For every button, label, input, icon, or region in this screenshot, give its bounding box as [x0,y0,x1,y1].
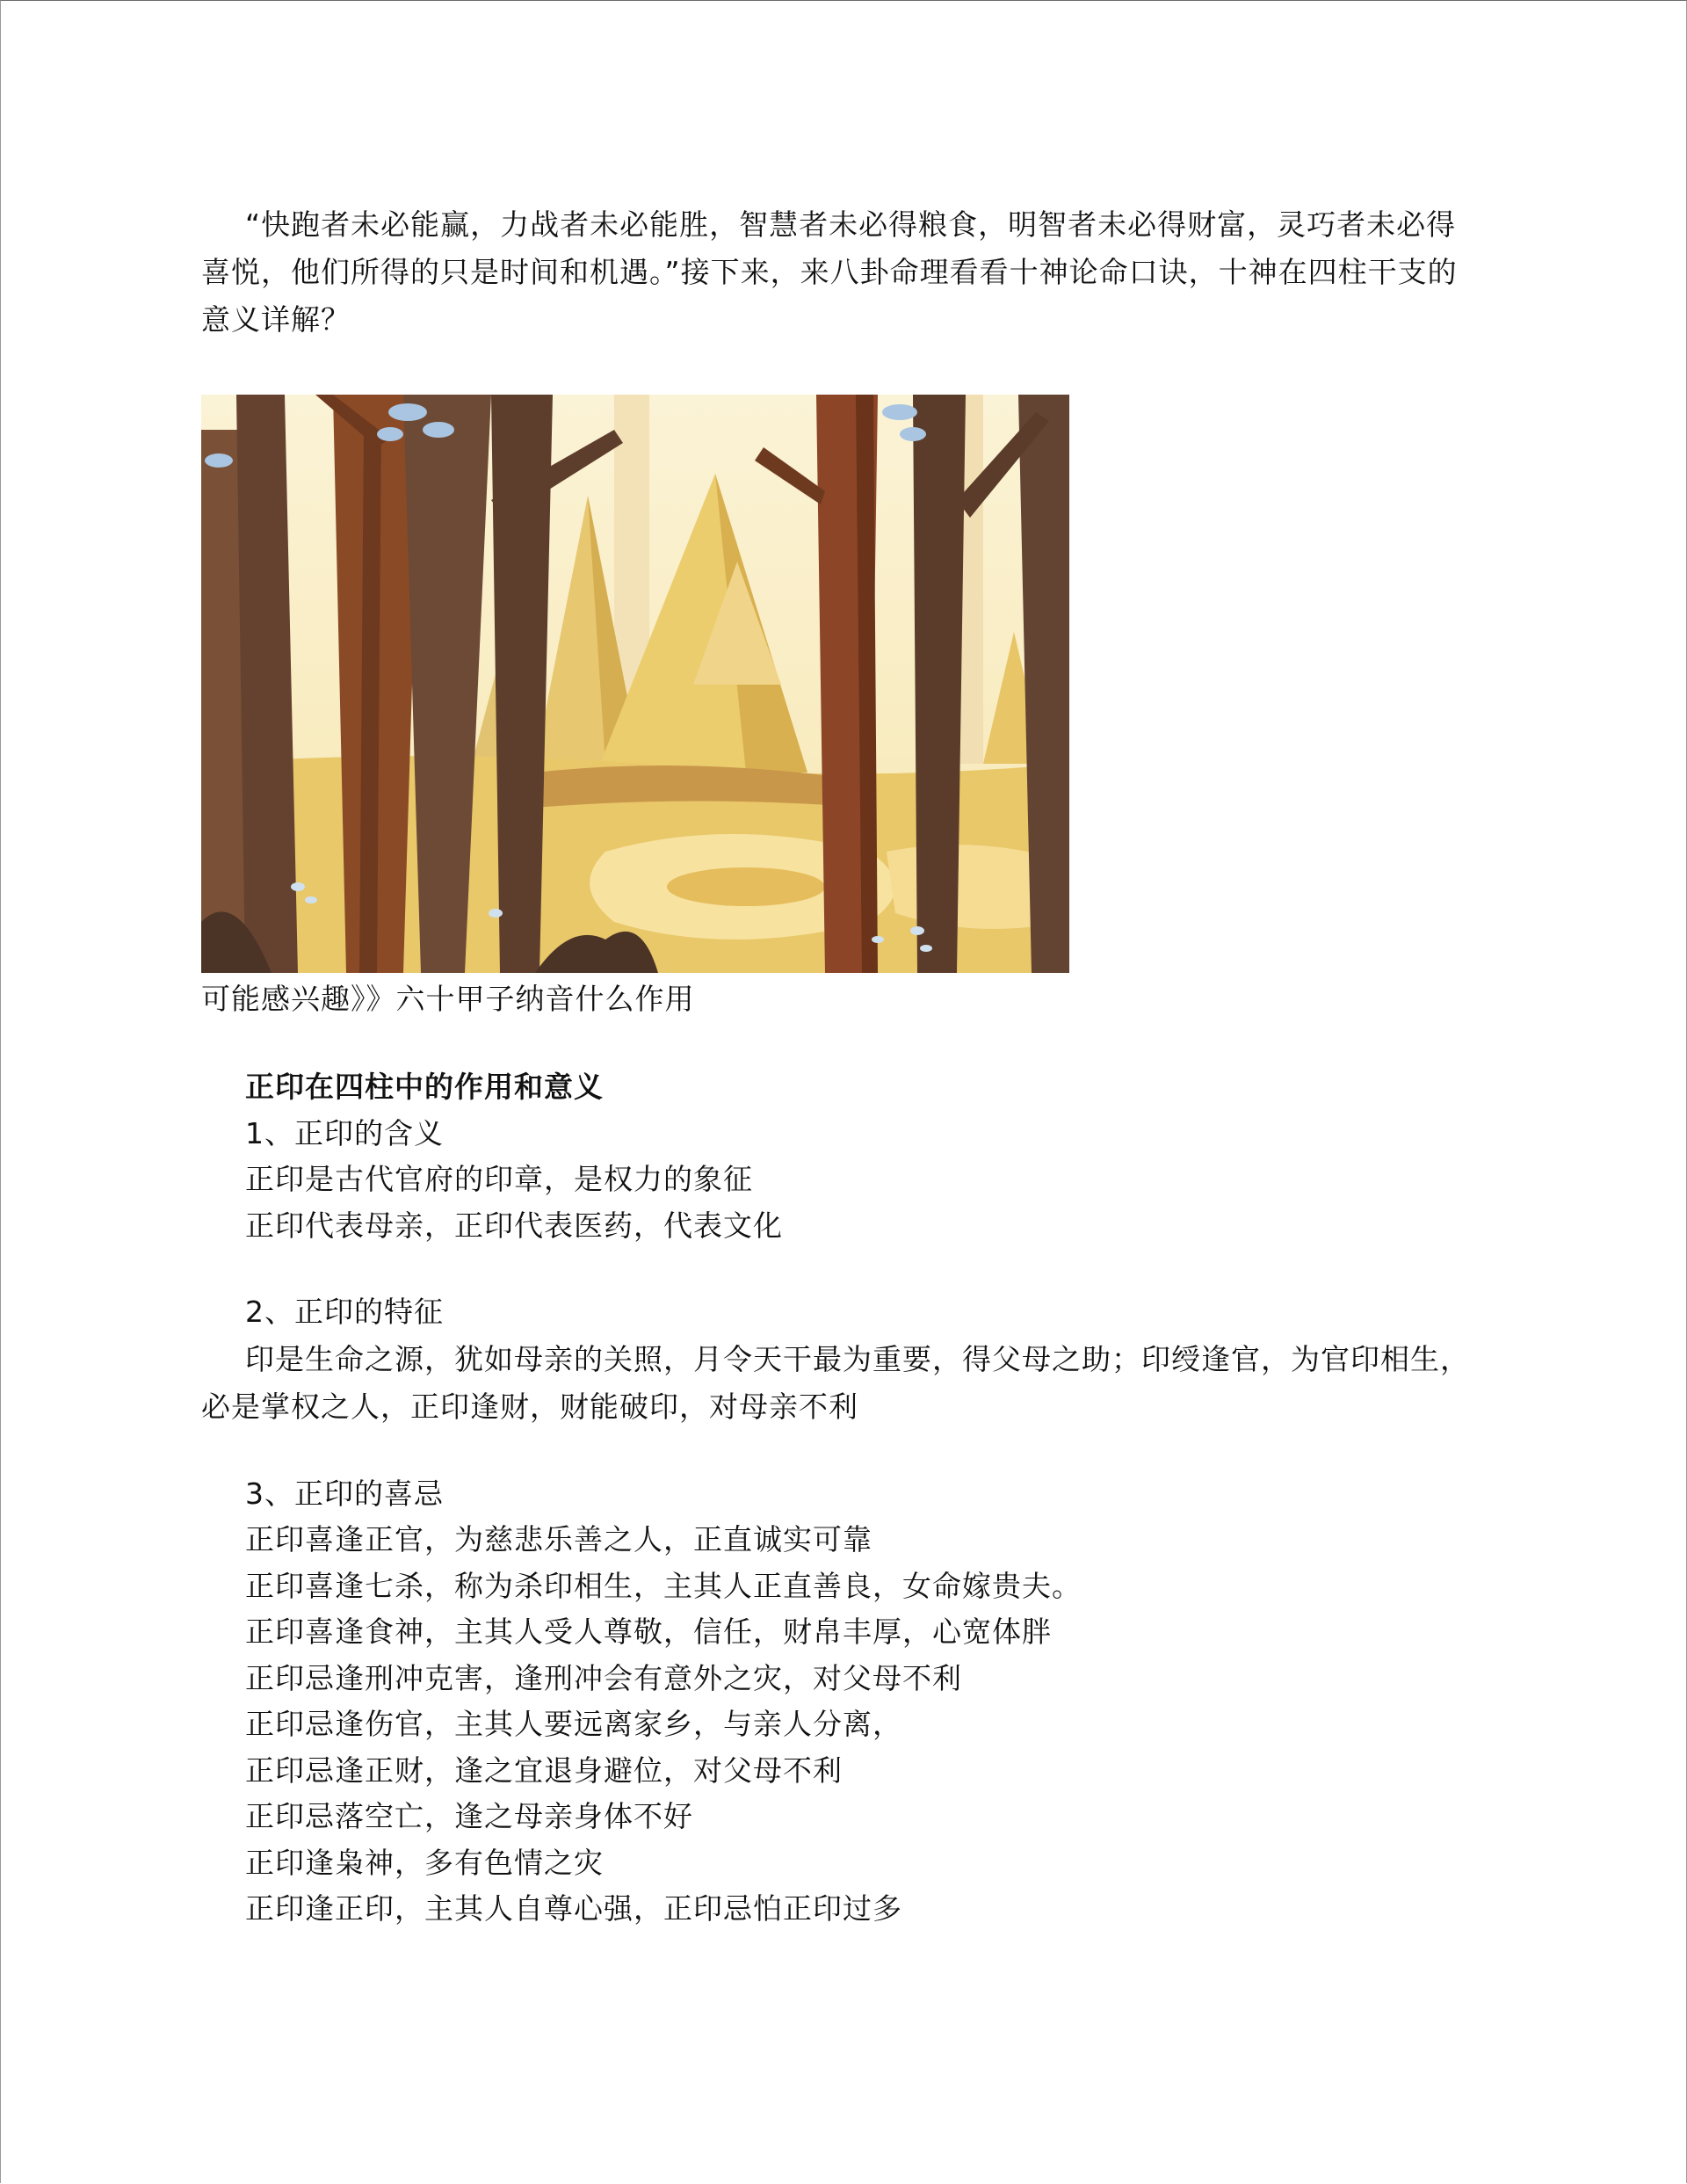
s1-line: 正印是古代官府的印章，是权力的象征 [245,1162,753,1196]
s3-line: 正印忌逢刑冲克害，逢刑冲会有意外之灾，对父母不利 [245,1660,962,1695]
intro-paragraph: “快跑者未必能赢，力战者未必能胜，智慧者未必得粮食，明智者未必得财富，灵巧者未必得喜悦，他们所得的只是时间和机遇。”接下来，来八卦命理看看十神论命口诀，十神在四柱干支的意义详解？ [201,207,1458,337]
s3-heading: 3、正印的喜忌 [245,1476,444,1511]
s3-line: 正印忌落空亡，逢之母亲身体不好 [245,1799,693,1833]
s3-line: 正印喜逢食神，主其人受人尊敬，信任，财帛丰厚，心宽体胖 [245,1614,1052,1649]
section-title: 正印在四柱中的作用和意义 [245,1070,604,1104]
section-zhengyin [201,1064,1475,1933]
s2-paragraph: 印是生命之源，犹如母亲的关照，月令天干最为重要，得父母之助；印绶逢官，为官印相生，必是掌权之人，正印逢财，财能破印，对母亲不利 [201,1341,1470,1424]
s3-line: 正印逢枭神，多有色情之灾 [245,1845,604,1880]
s1-heading: 1、正印的含义 [245,1115,444,1150]
s1-line: 正印代表母亲，正印代表医药，代表文化 [245,1208,783,1243]
forest-illustration [201,395,1069,973]
s3-line: 正印喜逢正官，为慈悲乐善之人，正直诚实可靠 [245,1522,872,1556]
document-content [201,201,1475,1933]
s3-line: 正印忌逢伤官，主其人要远离家乡，与亲人分离， [245,1707,902,1741]
s3-line: 正印逢正印，主其人自尊心强，正印忌怕正印过多 [245,1891,902,1926]
s3-line: 正印喜逢七杀，称为杀印相生，主其人正直善良，女命嫁贵夫。 [245,1568,1082,1603]
s2-heading: 2、正印的特征 [245,1295,444,1329]
related-link-caption[interactable]: 可能感兴趣》》六十甲子纳音什么作用 [201,982,695,1016]
s3-line: 正印忌逢正财，逢之宜退身避位，对父母不利 [245,1752,843,1788]
